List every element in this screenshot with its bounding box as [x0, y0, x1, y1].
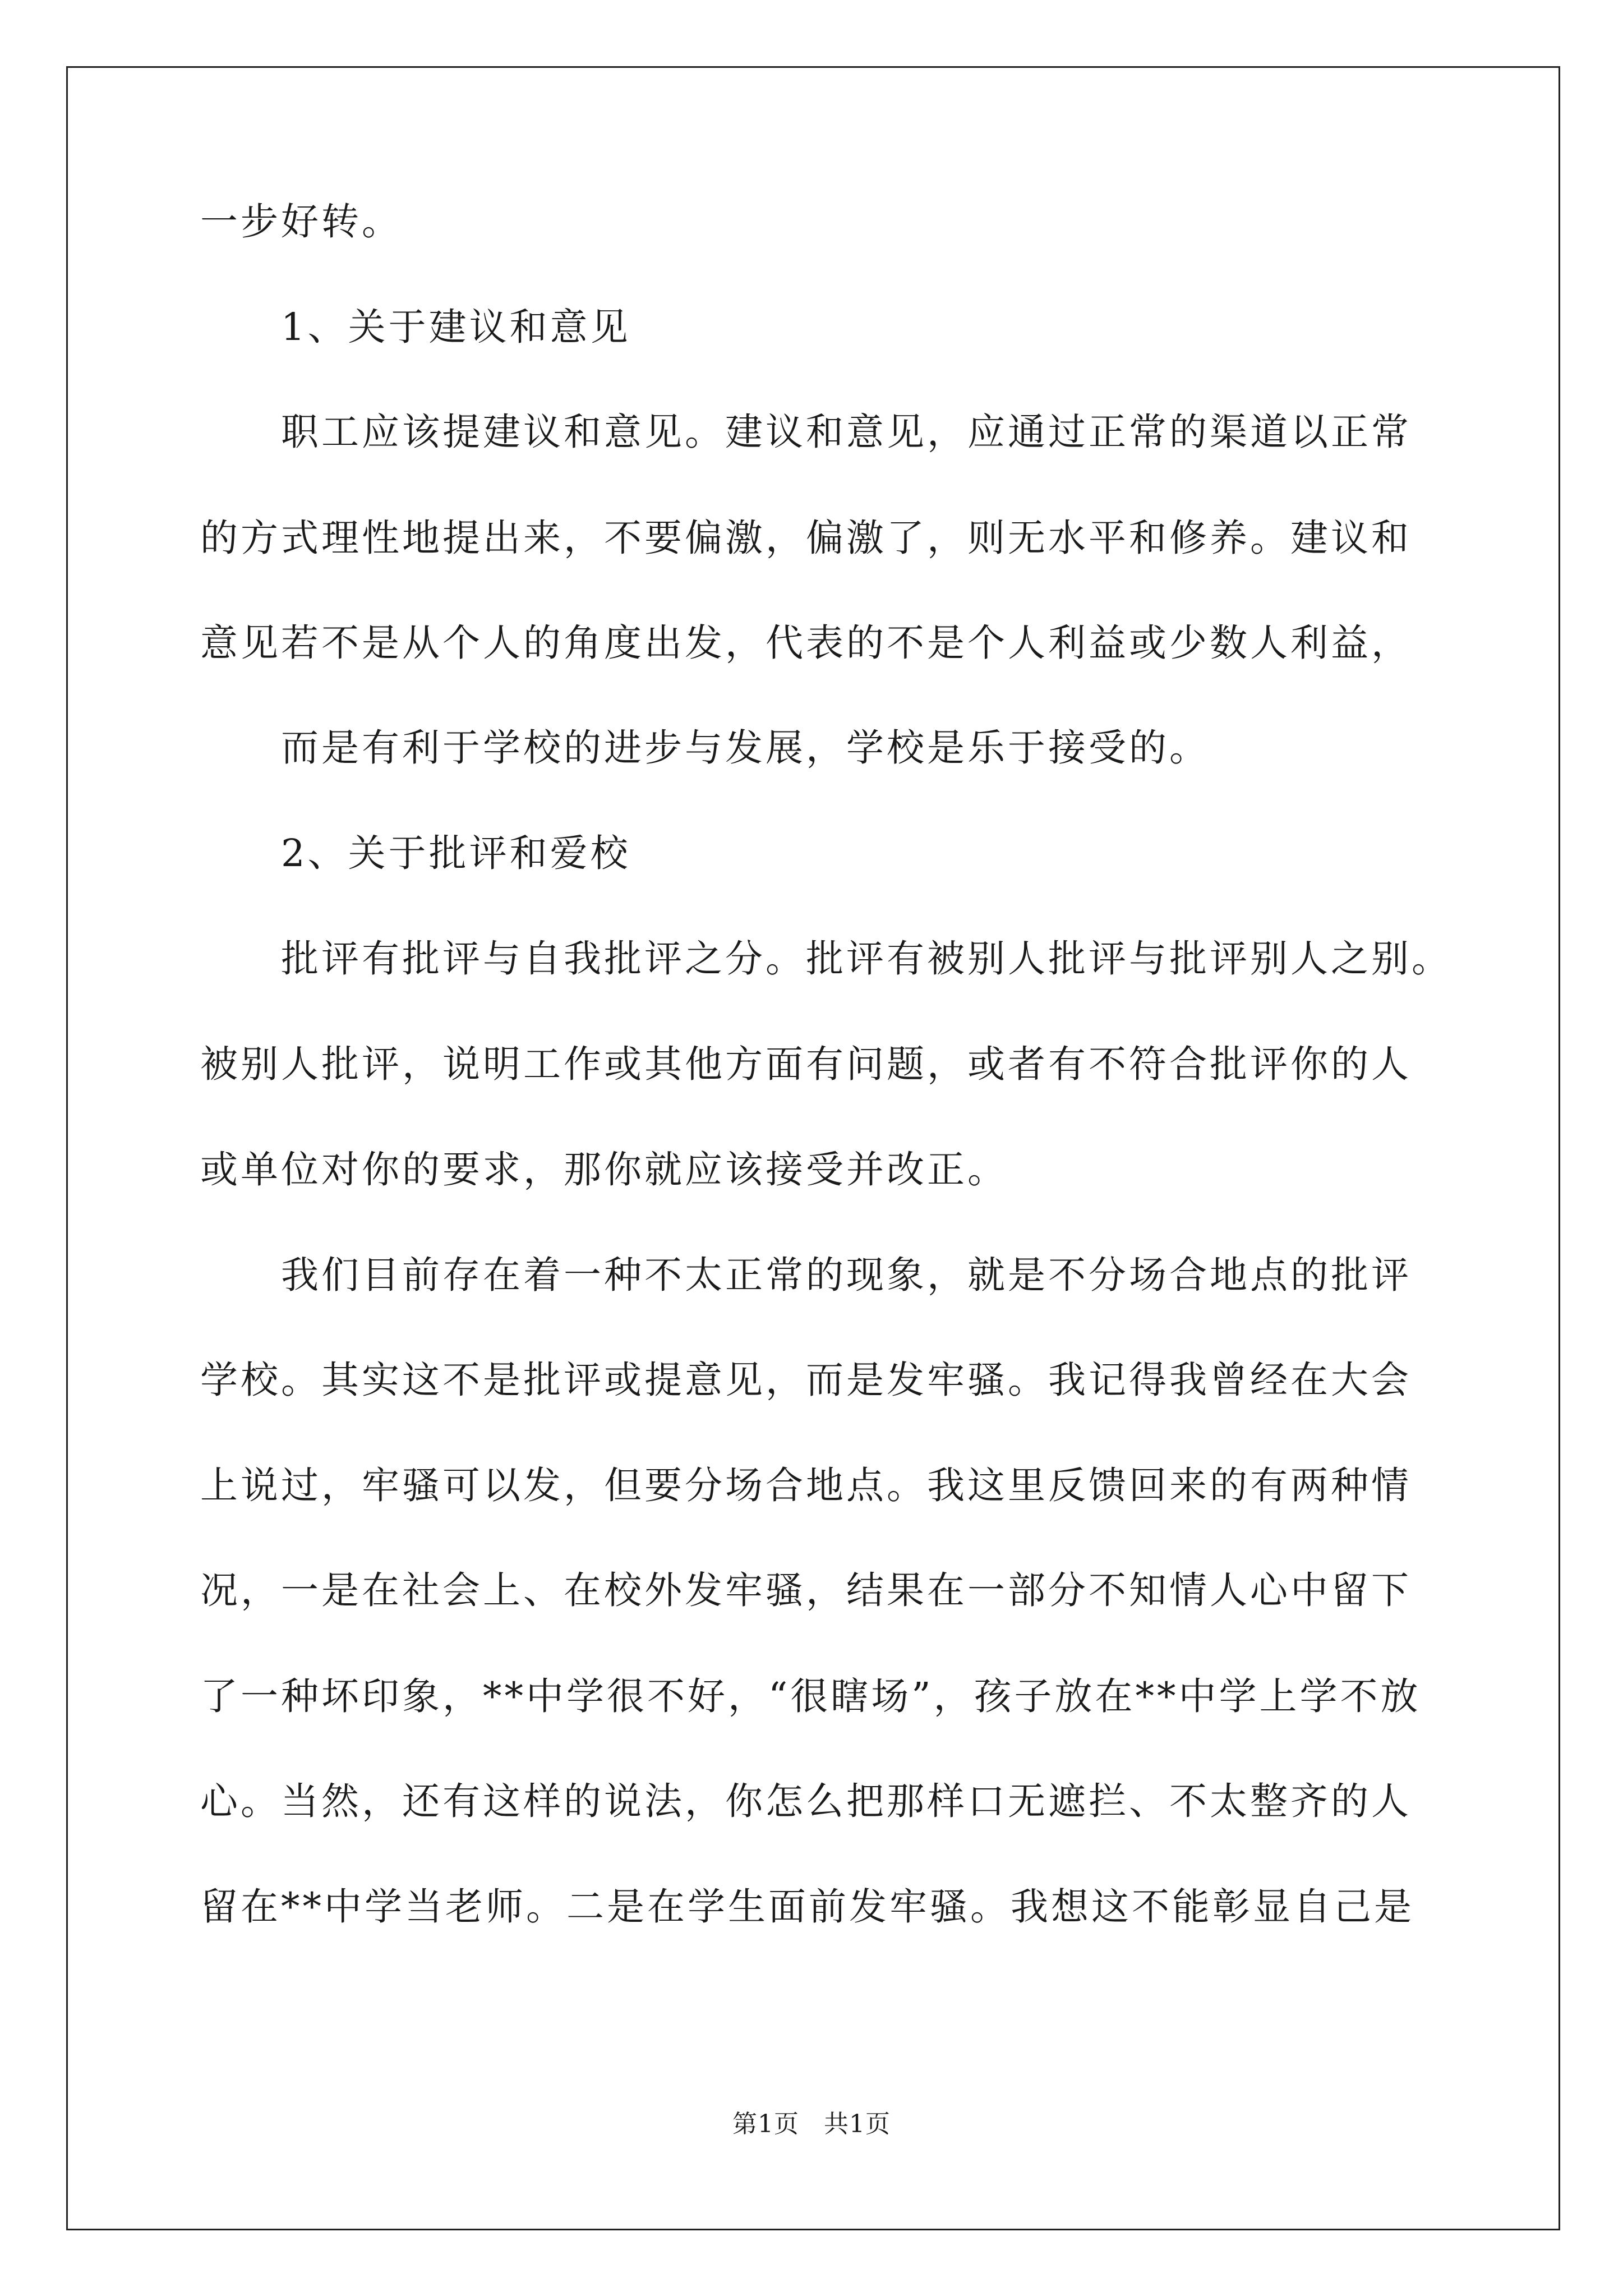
section-heading: 1、关于建议和意见 [281, 305, 631, 349]
section-heading: 2、关于批评和爱校 [281, 831, 631, 875]
text-line: 或单位对你的要求，那你就应该接受并改正。 [200, 1148, 1008, 1191]
page-footer [0, 2108, 1623, 2141]
text-line: 学校。其实这不是批评或提意见，而是发牢骚。我记得我曾经在大会 [200, 1358, 1412, 1402]
paragraph-start-line: 批评有批评与自我批评之分。批评有被别人批评与批评别人之别。 [281, 937, 1452, 981]
paragraph-start-line: 职工应该提建议和意见。建议和意见，应通过正常的渠道以正常 [281, 410, 1412, 454]
page-total: 共1页 [824, 2110, 891, 2138]
text-line: 留在**中学当老师。二是在学生面前发牢骚。我想这不能彰显自己是 [200, 1885, 1414, 1929]
text-line: 心。当然，还有这样的说法，你怎么把那样口无遮拦、不太整齐的人 [200, 1779, 1412, 1823]
text-line: 了一种坏印象，**中学很不好，“很瞎场”，孩子放在**中学上学不放 [200, 1674, 1421, 1718]
document-body [200, 196, 1452, 2047]
text-line: 况，一是在社会上、在校外发牢骚，结果在一部分不知情人心中留下 [200, 1568, 1412, 1612]
paragraph-start-line: 我们目前存在着一种不太正常的现象，就是不分场合地点的批评 [281, 1253, 1412, 1297]
text-line: 上说过，牢骚可以发，但要分场合地点。我这里反馈回来的有两种情 [200, 1464, 1412, 1507]
text-line: 的方式理性地提出来，不要偏激，偏激了，则无水平和修养。建议和 [200, 516, 1412, 560]
page-number: 第1页 [732, 2110, 799, 2138]
paragraph-start-line: 而是有利于学校的进步与发展，学校是乐于接受的。 [281, 726, 1210, 770]
text-line: 被别人批评，说明工作或其他方面有问题，或者有不符合批评你的人 [200, 1042, 1412, 1086]
text-line: 一步好转。 [200, 200, 402, 243]
text-line: 意见若不是从个人的角度出发，代表的不是个人利益或少数人利益， [200, 621, 1412, 665]
